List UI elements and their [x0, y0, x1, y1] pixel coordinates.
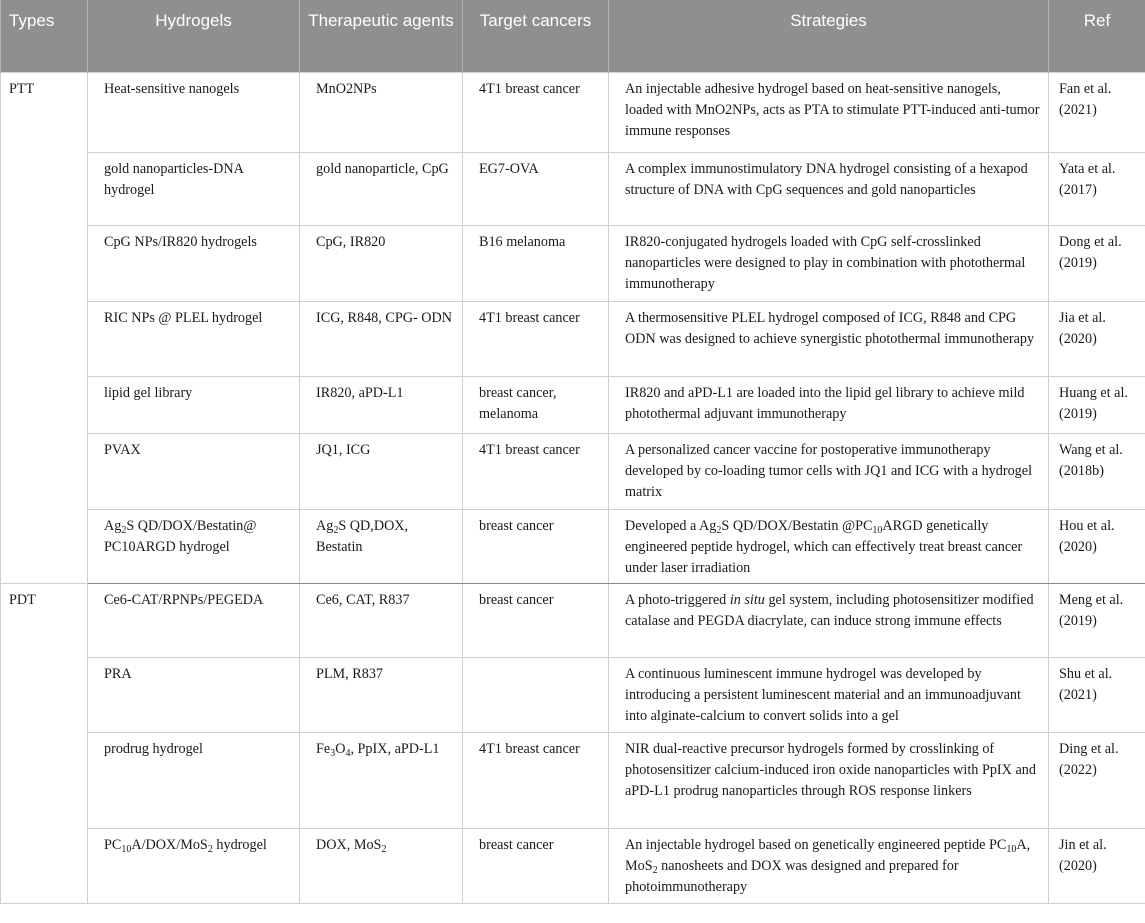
hydrogel-cell: lipid gel library	[88, 376, 300, 433]
agents-cell	[300, 732, 463, 828]
header-row	[1, 0, 1145, 72]
strategy-text: S QD/DOX/Bestatin @PC	[721, 517, 873, 534]
ref-cell: Wang et al. (2018b)	[1049, 433, 1145, 509]
header-types: Types	[1, 0, 88, 72]
hydrogel-cell	[88, 828, 300, 903]
strategy-text: nanosheets and DOX was designed and prepared for photoimmunotherapy	[625, 857, 959, 895]
ref-cell: Jia et al. (2020)	[1049, 301, 1145, 376]
strategy-text: gel system, including photosensitizer modified catalase and PEGDA diacrylate, can induce strong immune effects	[625, 591, 1034, 629]
strategy-cell: A continuous luminescent immune hydrogel was developed by introducing a persistent luminescent material and an immunoadjuvant into alginate-calcium to convert solids into a gel	[609, 657, 1049, 732]
strategy-cell: A personalized cancer vaccine for postoperative immunotherapy developed by co-loading tumor cells with JQ1 and ICG with a hydrogel matrix	[609, 433, 1049, 509]
strategy-cell: An injectable adhesive hydrogel based on heat-sensitive nanogels, loaded with MnO2NPs, acts as PTA to stimulate PTT-induced anti-tumor immune responses	[609, 72, 1049, 152]
header-target-cancers: Target cancers	[463, 0, 609, 72]
hydrogel-text: hydrogel	[212, 836, 267, 853]
strategy-cell: NIR dual-reactive precursor hydrogels formed by crosslinking of photosensitizer calcium-induced iron oxide nanoparticles with PpIX and aPD-L1 prodrug nanoparticles through ROS response linkers	[609, 732, 1049, 828]
agents-text: Ag	[316, 517, 334, 534]
header-ref: Ref	[1049, 0, 1145, 72]
hydrogel-text: A/DOX/MoS	[131, 836, 208, 853]
strategy-cell	[609, 828, 1049, 903]
agents-text: DOX, MoS	[316, 836, 382, 853]
table-row	[1, 828, 1145, 903]
header-therapeutic-agents: Therapeutic agents	[300, 0, 463, 72]
hydrogel-cell: Heat-sensitive nanogels	[88, 72, 300, 152]
strategy-text: Developed a Ag	[625, 517, 717, 534]
ref-cell: Jin et al. (2020)	[1049, 828, 1145, 903]
subscript: 2	[716, 524, 722, 536]
ref-cell: Shu et al. (2021)	[1049, 657, 1145, 732]
agents-text: , PpIX, aPD-L1	[350, 740, 440, 757]
target-cell: 4T1 breast cancer	[463, 301, 609, 376]
ref-cell: Yata et al. (2017)	[1049, 152, 1145, 225]
subscript: 2	[121, 524, 127, 536]
agents-cell: gold nanoparticle, CpG	[300, 152, 463, 225]
target-cell: B16 melanoma	[463, 225, 609, 301]
agents-cell: MnO2NPs	[300, 72, 463, 152]
agents-cell: IR820, aPD-L1	[300, 376, 463, 433]
strategy-text: A photo-triggered	[625, 591, 730, 608]
table-row	[1, 152, 1145, 225]
strategy-cell: IR820-conjugated hydrogels loaded with CpG self-crosslinked nanoparticles were designed to play in combination with photothermal immunotherapy	[609, 225, 1049, 301]
target-cell: 4T1 breast cancer	[463, 732, 609, 828]
subscript: 10	[872, 524, 883, 536]
ref-cell: Huang et al. (2019)	[1049, 376, 1145, 433]
agents-cell: CpG, IR820	[300, 225, 463, 301]
ref-cell: Hou et al. (2020)	[1049, 509, 1145, 583]
strategy-cell: A thermosensitive PLEL hydrogel composed of ICG, R848 and CPG ODN was designed to achieve synergistic photothermal immunotherapy	[609, 301, 1049, 376]
hydrogel-cell: PRA	[88, 657, 300, 732]
hydrogel-text: Ag	[104, 517, 122, 534]
hydrogel-text: PC	[104, 836, 122, 853]
strategy-cell: IR820 and aPD-L1 are loaded into the lipid gel library to achieve mild photothermal adjuvant immunotherapy	[609, 376, 1049, 433]
type-cell: PTT	[1, 72, 88, 583]
subscript: 4	[345, 747, 351, 759]
hydrogel-text: S QD/DOX/Bestatin@ PC10ARGD hydrogel	[104, 517, 257, 555]
subscript: 2	[333, 524, 339, 536]
ref-cell: Fan et al. (2021)	[1049, 72, 1145, 152]
table-row	[1, 225, 1145, 301]
ref-cell: Ding et al. (2022)	[1049, 732, 1145, 828]
agents-cell: ICG, R848, CPG- ODN	[300, 301, 463, 376]
subscript: 2	[381, 843, 387, 855]
hydrogel-cell: RIC NPs @ PLEL hydrogel	[88, 301, 300, 376]
agents-cell: PLM, R837	[300, 657, 463, 732]
table-row	[1, 509, 1145, 583]
agents-text: S QD,DOX, Bestatin	[316, 517, 409, 555]
target-cell: breast cancer	[463, 583, 609, 657]
type-cell: PDT	[1, 583, 88, 903]
strategy-cell	[609, 583, 1049, 657]
header-hydrogels: Hydrogels	[88, 0, 300, 72]
table-row	[1, 657, 1145, 732]
table-row	[1, 433, 1145, 509]
table-row	[1, 732, 1145, 828]
strategy-cell	[609, 509, 1049, 583]
table-row	[1, 376, 1145, 433]
table-row	[1, 301, 1145, 376]
subscript: 10	[121, 843, 132, 855]
target-cell: EG7-OVA	[463, 152, 609, 225]
target-cell: 4T1 breast cancer	[463, 72, 609, 152]
strategy-italic-text: in situ	[729, 591, 765, 608]
hydrogel-cell: prodrug hydrogel	[88, 732, 300, 828]
subscript: 10	[1006, 843, 1017, 855]
strategy-text: An injectable hydrogel based on genetically engineered peptide PC	[625, 836, 1007, 853]
agents-cell: Ce6, CAT, R837	[300, 583, 463, 657]
ref-cell: Dong et al. (2019)	[1049, 225, 1145, 301]
hydrogel-cell: gold nanoparticles-DNA hydrogel	[88, 152, 300, 225]
target-cell	[463, 657, 609, 732]
agents-cell	[300, 828, 463, 903]
hydrogel-cell: Ce6-CAT/RPNPs/PEGEDA	[88, 583, 300, 657]
hydrogel-cell	[88, 509, 300, 583]
agents-cell	[300, 509, 463, 583]
agents-text: O	[335, 740, 346, 757]
subscript: 3	[330, 747, 336, 759]
target-cell: 4T1 breast cancer	[463, 433, 609, 509]
strategy-text: A, MoS	[625, 836, 1031, 874]
target-cell: breast cancer, melanoma	[463, 376, 609, 433]
ref-cell: Meng et al. (2019)	[1049, 583, 1145, 657]
agents-cell: JQ1, ICG	[300, 433, 463, 509]
strategy-cell: A complex immunostimulatory DNA hydrogel consisting of a hexapod structure of DNA with CpG sequences and gold nanoparticles	[609, 152, 1049, 225]
agents-text: Fe	[316, 740, 331, 757]
hydrogel-cell: CpG NPs/IR820 hydrogels	[88, 225, 300, 301]
table-row	[1, 72, 1145, 152]
target-cell: breast cancer	[463, 828, 609, 903]
header-strategies: Strategies	[609, 0, 1049, 72]
strategy-text: ARGD genetically engineered peptide hydrogel, which can effectively treat breast cancer under laser irradiation	[625, 517, 1023, 576]
subscript: 2	[207, 843, 213, 855]
target-cell: breast cancer	[463, 509, 609, 583]
hydrogel-cell: PVAX	[88, 433, 300, 509]
table-row	[1, 583, 1145, 657]
subscript: 2	[652, 864, 658, 876]
